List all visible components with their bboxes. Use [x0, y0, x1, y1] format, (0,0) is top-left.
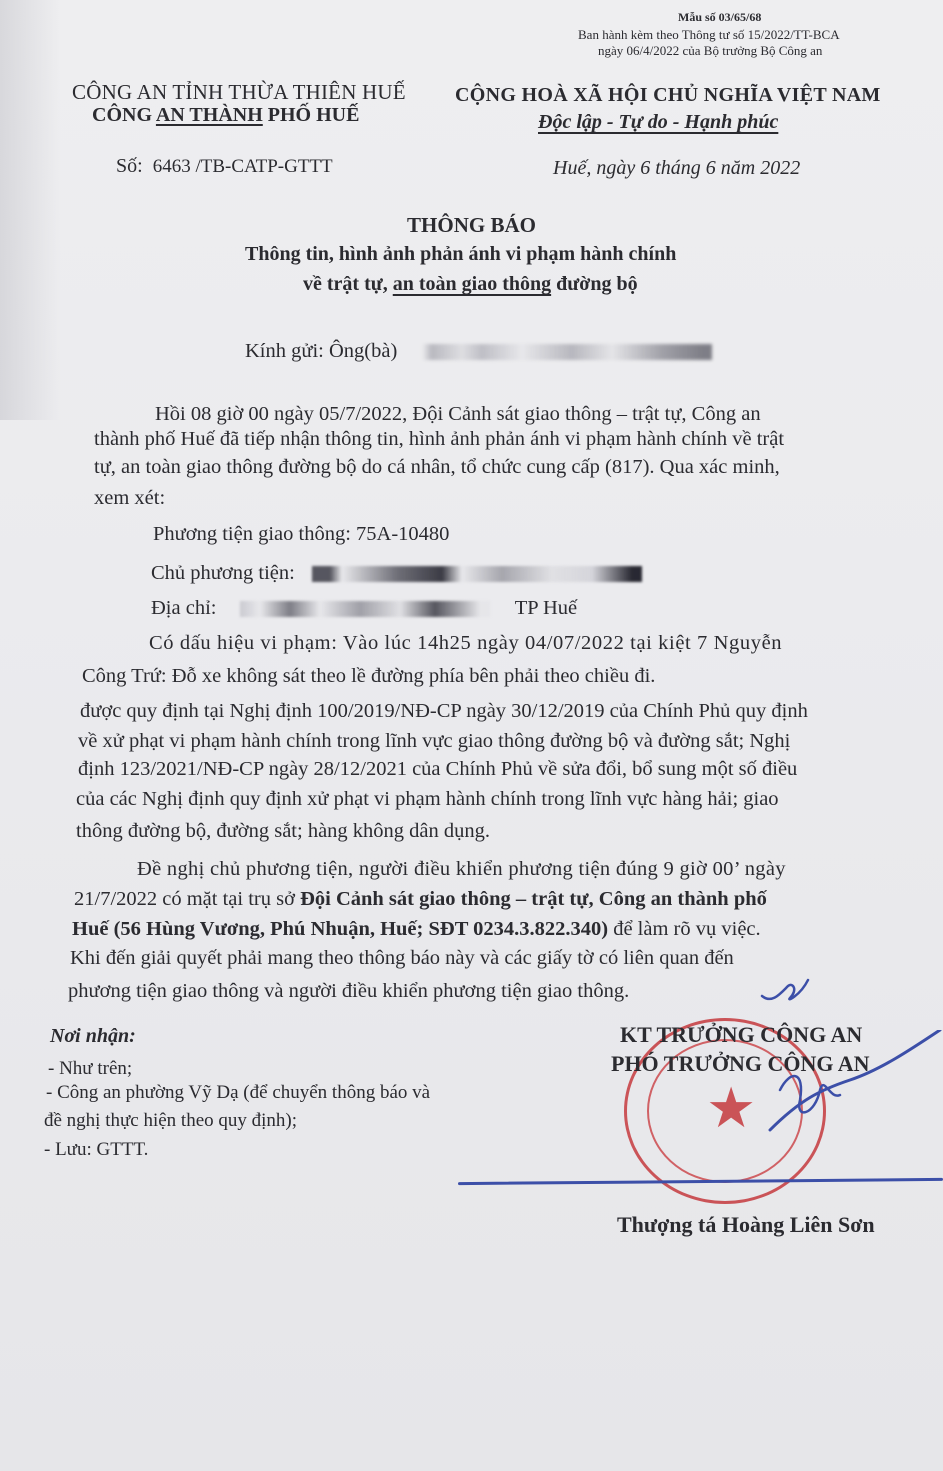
checkmark-stroke [760, 976, 810, 1006]
owner-label: Chủ phương tiện: [151, 562, 295, 584]
place-date: Huế, ngày 6 tháng 6 năm 2022 [553, 157, 801, 179]
org-name-part-2: AN THÀNH [155, 104, 263, 126]
address-city: TP Huế [514, 597, 578, 619]
handwritten-signature [760, 1030, 943, 1140]
recipient-label: Kính gửi: Ông(bà) [245, 340, 398, 362]
org-name [92, 104, 359, 127]
signature-title-1: KT TRƯỞNG CÔNG AN [620, 1022, 863, 1047]
recipients-item-3: - Lưu: GTTT. [44, 1139, 149, 1160]
paragraph-1-line-4: xem xét: [94, 487, 166, 509]
org-name-part-1: CÔNG [92, 104, 156, 126]
request-line-3-part-2: để làm rõ vụ việc. [608, 918, 761, 940]
star-icon: ★ [706, 1078, 757, 1140]
recipient-line [245, 340, 712, 363]
request-line-2-part-1: 21/7/2022 có mặt tại trụ sở [74, 888, 301, 910]
recipients-item-2-line-1: - Công an phường Vỹ Dạ (để chuyển thông báo và [46, 1082, 431, 1103]
vehicle-plate: Phương tiện giao thông: 75A-10480 [153, 523, 450, 545]
redacted-address [240, 601, 490, 617]
law-line-4: của các Nghị định quy định xử phạt vi phạm hành chính trong lĩnh vực hàng hải; giao [76, 788, 779, 810]
recipients-item-1: - Như trên; [48, 1058, 133, 1079]
request-line-1: Đề nghị chủ phương tiện, người điều khiển phương tiện đúng 9 giờ 00’ ngày [137, 858, 786, 880]
request-line-3 [72, 918, 761, 941]
subtitle-2-part-1: về trật tự, [303, 273, 393, 295]
org-parent: CÔNG AN TỈNH THỪA THIÊN HUẾ [72, 80, 406, 104]
request-address: Huế (56 Hùng Vương, Phú Nhuận, Huế; SĐT 0234.3.822.340) [72, 918, 609, 940]
recipients-heading: Nơi nhận: [50, 1025, 136, 1047]
owner-line [151, 562, 642, 585]
signature-title-2: PHÓ TRƯỞNG CÔNG AN [611, 1051, 870, 1076]
paragraph-1-line-1: Hồi 08 giờ 00 ngày 05/7/2022, Đội Cảnh sát giao thông – trật tự, Công an [155, 403, 761, 425]
request-unit: Đội Cảnh sát giao thông – trật tự, Công an thành phố [300, 888, 767, 910]
document-subtitle-1: Thông tin, hình ảnh phản ánh vi phạm hành chính [245, 243, 677, 265]
subtitle-2-part-3: đường bộ [551, 273, 638, 295]
motto: Độc lập - Tự do - Hạnh phúc [538, 111, 779, 133]
recipients-item-2-line-2: đề nghị thực hiện theo quy định); [44, 1110, 298, 1131]
address-label: Địa chỉ: [151, 597, 217, 619]
signer-name: Thượng tá Hoàng Liên Sơn [617, 1212, 875, 1237]
law-line-2: về xử phạt vi phạm hành chính trong lĩnh vực giao thông đường bộ và đường sắt; Nghị [78, 730, 791, 752]
number-label: Số: [116, 155, 143, 177]
paragraph-1-line-2: thành phố Huế đã tiếp nhận thông tin, hình ảnh phản ánh vi phạm hành chính về trật [94, 428, 785, 450]
form-number: Mẫu số 03/65/68 [678, 10, 762, 24]
violation-line-1: Có dấu hiệu vi phạm: Vào lúc 14h25 ngày 04/07/2022 tại kiệt 7 Nguyễn [149, 632, 783, 654]
law-line-3: định 123/2021/NĐ-CP ngày 28/12/2021 của Chính Phủ về sửa đổi, bổ sung một số điều [78, 758, 798, 780]
issued-note-line-1: Ban hành kèm theo Thông tư số 15/2022/TT-BCA [578, 27, 840, 42]
org-name-part-3: PHỐ HUẾ [262, 104, 360, 126]
nation-title: CỘNG HOÀ XÃ HỘI CHỦ NGHĨA VIỆT NAM [455, 84, 881, 106]
page-shadow [0, 0, 60, 420]
subtitle-2-part-2: an toàn giao thông [392, 273, 552, 295]
issued-note-line-2: ngày 06/4/2022 của Bộ trưởng Bộ Công an [598, 43, 823, 58]
paragraph-1-line-3: tự, an toàn giao thông đường bộ do cá nhân, tổ chức cung cấp (817). Qua xác minh, [94, 456, 780, 478]
issued-note [578, 27, 840, 59]
request-line-5: phương tiện giao thông và người điều khiển phương tiện giao thông. [68, 980, 630, 1002]
request-line-4: Khi đến giải quyết phải mang theo thông báo này và các giấy tờ có liên quan đến [70, 947, 734, 969]
address-line [151, 597, 577, 620]
redacted-recipient-name [422, 344, 712, 360]
number-value: 6463 /TB-CATP-GTTT [152, 156, 333, 177]
law-line-5: thông đường bộ, đường sắt; hàng không dân dụng. [76, 820, 491, 842]
request-line-2 [74, 888, 767, 911]
document-subtitle-2 [303, 273, 638, 296]
redacted-owner-name [312, 566, 642, 582]
violation-line-2: Công Trứ: Đỗ xe không sát theo lề đường phía bên phải theo chiều đi. [82, 665, 656, 687]
document-number [116, 155, 333, 178]
law-line-1: được quy định tại Nghị định 100/2019/NĐ-CP ngày 30/12/2019 của Chính Phủ quy định [80, 700, 808, 722]
document-title: THÔNG BÁO [407, 213, 536, 237]
